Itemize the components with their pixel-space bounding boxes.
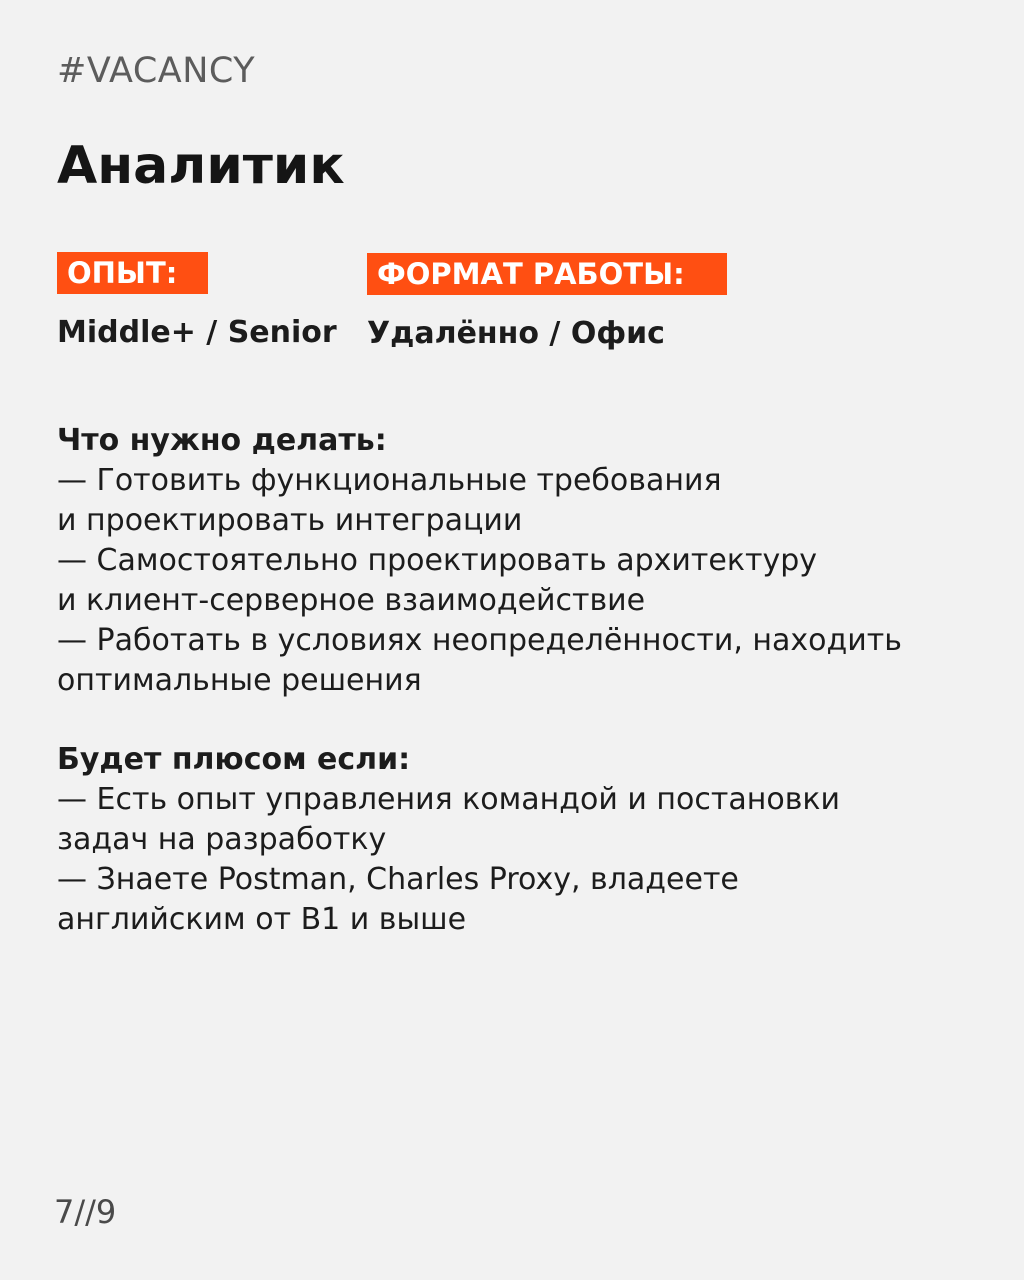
experience-badge: ОПЫТ:	[57, 252, 208, 294]
page-title: Аналитик	[57, 136, 345, 196]
duties-line: и клиент-серверное взаимодействие	[57, 583, 646, 618]
duties-line: и проектировать интеграции	[57, 503, 523, 538]
plus-line: задач на разработку	[57, 822, 387, 857]
format-value: Удалённо / Офис	[367, 316, 665, 351]
format-badge: ФОРМАТ РАБОТЫ:	[367, 253, 727, 295]
page-number: 7//9	[54, 1193, 117, 1231]
plus-line: — Знаете Postman, Charles Proxy, владеете	[57, 862, 739, 897]
duties-line: — Готовить функциональные требования	[57, 463, 722, 498]
hashtag-label: #VACANCY	[57, 51, 256, 91]
duties-line: оптимальные решения	[57, 663, 422, 698]
plus-line: английским от B1 и выше	[57, 902, 467, 937]
duties-heading: Что нужно делать:	[57, 423, 387, 458]
duties-line: — Работать в условиях неопределённости, находить	[57, 623, 902, 658]
plus-line: — Есть опыт управления командой и постановки	[57, 782, 841, 817]
duties-line: — Самостоятельно проектировать архитектуру	[57, 543, 817, 578]
plus-section	[57, 740, 997, 940]
duties-section	[57, 421, 997, 701]
experience-value: Middle+ / Senior	[57, 315, 337, 350]
plus-heading: Будет плюсом если:	[57, 742, 411, 777]
